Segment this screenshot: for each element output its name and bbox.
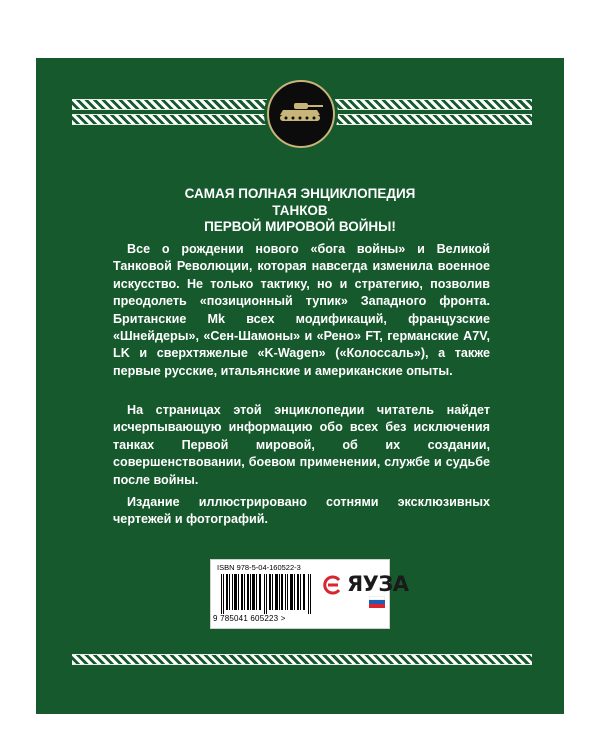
- isbn-label: ISBN 978-5-04-160522-3: [217, 563, 301, 572]
- isbn-barcode-box: [210, 559, 409, 629]
- tank-emblem: [267, 80, 335, 148]
- tank-icon: [277, 98, 325, 126]
- price-mark: >: [280, 614, 286, 623]
- title-line-1: САМАЯ ПОЛНАЯ ЭНЦИКЛОПЕДИЯ: [184, 186, 416, 201]
- description-paragraph-2: [113, 402, 490, 489]
- paragraph-text: Все о рождении нового «бога войны» и Великой Танковой Революции, которая навсегда изменила военное искусство. Не только тактику, но и стратегию, позволив преодолеть «позиционный тупик» Западного фронта. Британские Mk всех модификаций, французские «Шнейдеры», «Сен-Шамоны» и «Рено» FT, германские A7V, LK и сверхтяжелые «K-Wagen» («Колоссаль»), а также первые русские, итальянские и американские опыты.: [113, 242, 490, 378]
- paragraph-text: Издание иллюстрировано сотнями эксклюзивных чертежей и фотографий.: [113, 495, 490, 527]
- title: [120, 186, 480, 236]
- publisher-logo-text: ЯУЗА: [347, 572, 409, 596]
- flag-icon: [369, 596, 385, 608]
- rope-border-bottom: [72, 654, 532, 665]
- paragraph-text: На страницах этой энциклопедии читатель найдет исчерпывающую информацию обо всех без исключения танках Первой мировой, об их создании, совершенствовании, боевом применении, службе и судьбе после войны.: [113, 403, 490, 487]
- title-line-3: ПЕРВОЙ МИРОВОЙ ВОЙНЫ!: [204, 219, 396, 234]
- barcode-digits: [213, 614, 313, 623]
- barcode-number: 9 785041 605223: [213, 614, 279, 623]
- title-line-2: ТАНКОВ: [272, 202, 328, 218]
- eksmo-e-icon: [321, 574, 343, 596]
- barcode-icon: [221, 574, 313, 614]
- description-paragraph-3: [113, 494, 490, 529]
- description-paragraph-1: [113, 241, 490, 380]
